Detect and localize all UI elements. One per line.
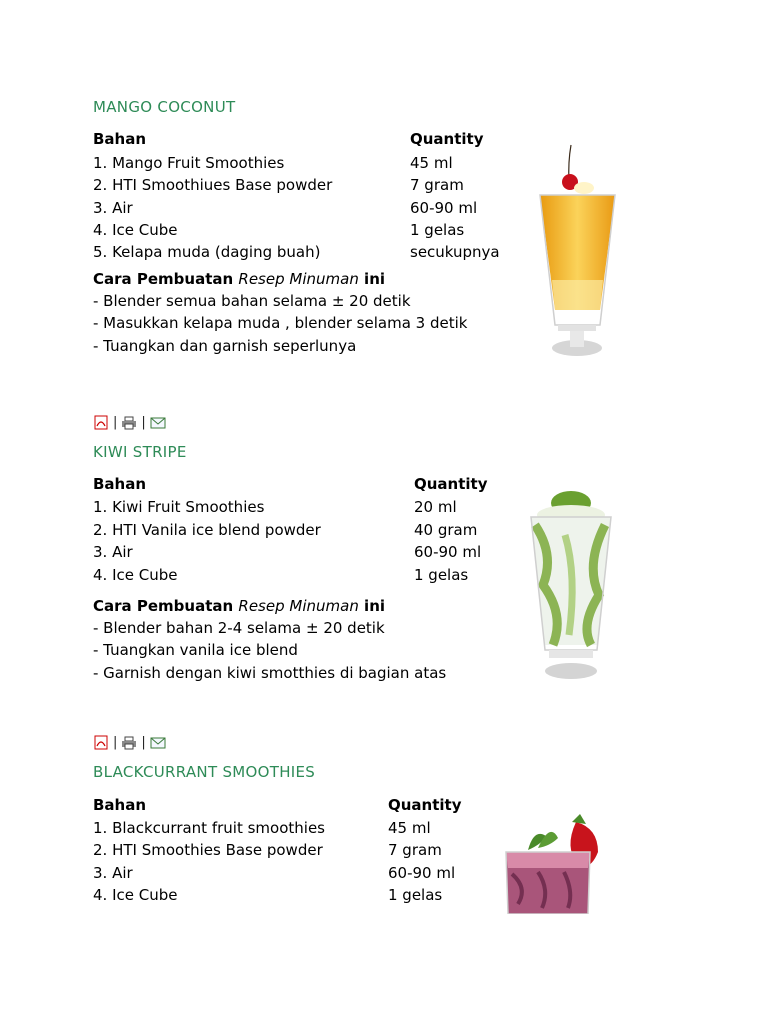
ingredient-name: 2. HTI Smoothies Base powder xyxy=(93,841,323,859)
ingredient-name: 3. Air xyxy=(93,543,133,561)
ingredient-name: 1. Kiwi Fruit Smoothies xyxy=(93,498,265,516)
ingredient-name: 2. HTI Vanila ice blend powder xyxy=(93,521,321,539)
separator: | xyxy=(113,734,118,750)
ingredient-name: 4. Ice Cube xyxy=(93,566,178,584)
method-prefix: Cara Pembuatan xyxy=(93,597,239,615)
ingredient-qty: 60-90 ml xyxy=(414,543,482,561)
pdf-icon[interactable] xyxy=(93,735,109,750)
method-step: - Blender semua bahan selama ± 20 detik xyxy=(93,292,411,310)
ingredient-qty: 1 gelas xyxy=(414,566,469,584)
ingredient-qty: 45 ml xyxy=(388,819,431,837)
recipe-title: KIWI STRIPE xyxy=(93,443,187,461)
bahan-header: Bahan xyxy=(93,796,147,814)
ingredient-qty: 60-90 ml xyxy=(410,199,478,217)
method-step: - Tuangkan dan garnish seperlunya xyxy=(93,337,357,355)
ingredient-qty: 60-90 ml xyxy=(388,864,456,882)
ingredient-name: 3. Air xyxy=(93,864,133,882)
method-emphasis: Resep Minuman xyxy=(238,597,359,615)
email-icon[interactable] xyxy=(150,735,166,750)
ingredient-name: 4. Ice Cube xyxy=(93,221,178,239)
share-toolbar xyxy=(93,734,166,750)
ingredient-qty: 40 gram xyxy=(414,521,478,539)
method-title xyxy=(93,270,385,288)
ingredient-qty: 7 gram xyxy=(388,841,442,859)
ingredient-name: 1. Blackcurrant fruit smoothies xyxy=(93,819,325,837)
method-step: - Masukkan kelapa muda , blender selama 3 detik xyxy=(93,314,468,332)
separator: | xyxy=(113,414,118,430)
quantity-header: Quantity xyxy=(414,475,488,493)
ingredient-name: 4. Ice Cube xyxy=(93,886,178,904)
quantity-header: Quantity xyxy=(388,796,462,814)
ingredient-qty: secukupnya xyxy=(410,243,500,261)
ingredient-qty: 20 ml xyxy=(414,498,457,516)
method-step: - Garnish dengan kiwi smotthies di bagian atas xyxy=(93,664,447,682)
recipe-title: MANGO COCONUT xyxy=(93,98,236,116)
bahan-header: Bahan xyxy=(93,130,147,148)
separator: | xyxy=(141,734,146,750)
bahan-header: Bahan xyxy=(93,475,147,493)
ingredient-qty: 1 gelas xyxy=(388,886,443,904)
share-toolbar xyxy=(93,414,166,430)
blackcurrant-smoothies-drink-image xyxy=(498,808,610,914)
method-suffix: ini xyxy=(358,597,386,615)
method-step: - Blender bahan 2-4 selama ± 20 detik xyxy=(93,619,385,637)
ingredient-qty: 1 gelas xyxy=(410,221,465,239)
ingredient-name: 5. Kelapa muda (daging buah) xyxy=(93,243,321,261)
recipe-title: BLACKCURRANT SMOOTHIES xyxy=(93,763,316,781)
print-icon[interactable] xyxy=(121,735,137,750)
kiwi-stripe-drink-image xyxy=(525,485,617,685)
ingredient-name: 2. HTI Smoothiues Base powder xyxy=(93,176,333,194)
ingredient-name: 3. Air xyxy=(93,199,133,217)
ingredient-qty: 45 ml xyxy=(410,154,453,172)
pdf-icon[interactable] xyxy=(93,415,109,430)
method-emphasis: Resep Minuman xyxy=(238,270,359,288)
quantity-header: Quantity xyxy=(410,130,484,148)
method-prefix: Cara Pembuatan xyxy=(93,270,239,288)
print-icon[interactable] xyxy=(121,415,137,430)
mango-coconut-drink-image xyxy=(530,140,625,365)
method-title xyxy=(93,597,385,615)
ingredient-name: 1. Mango Fruit Smoothies xyxy=(93,154,285,172)
email-icon[interactable] xyxy=(150,415,166,430)
separator: | xyxy=(141,414,146,430)
method-step: - Tuangkan vanila ice blend xyxy=(93,641,298,659)
method-suffix: ini xyxy=(358,270,386,288)
ingredient-qty: 7 gram xyxy=(410,176,464,194)
